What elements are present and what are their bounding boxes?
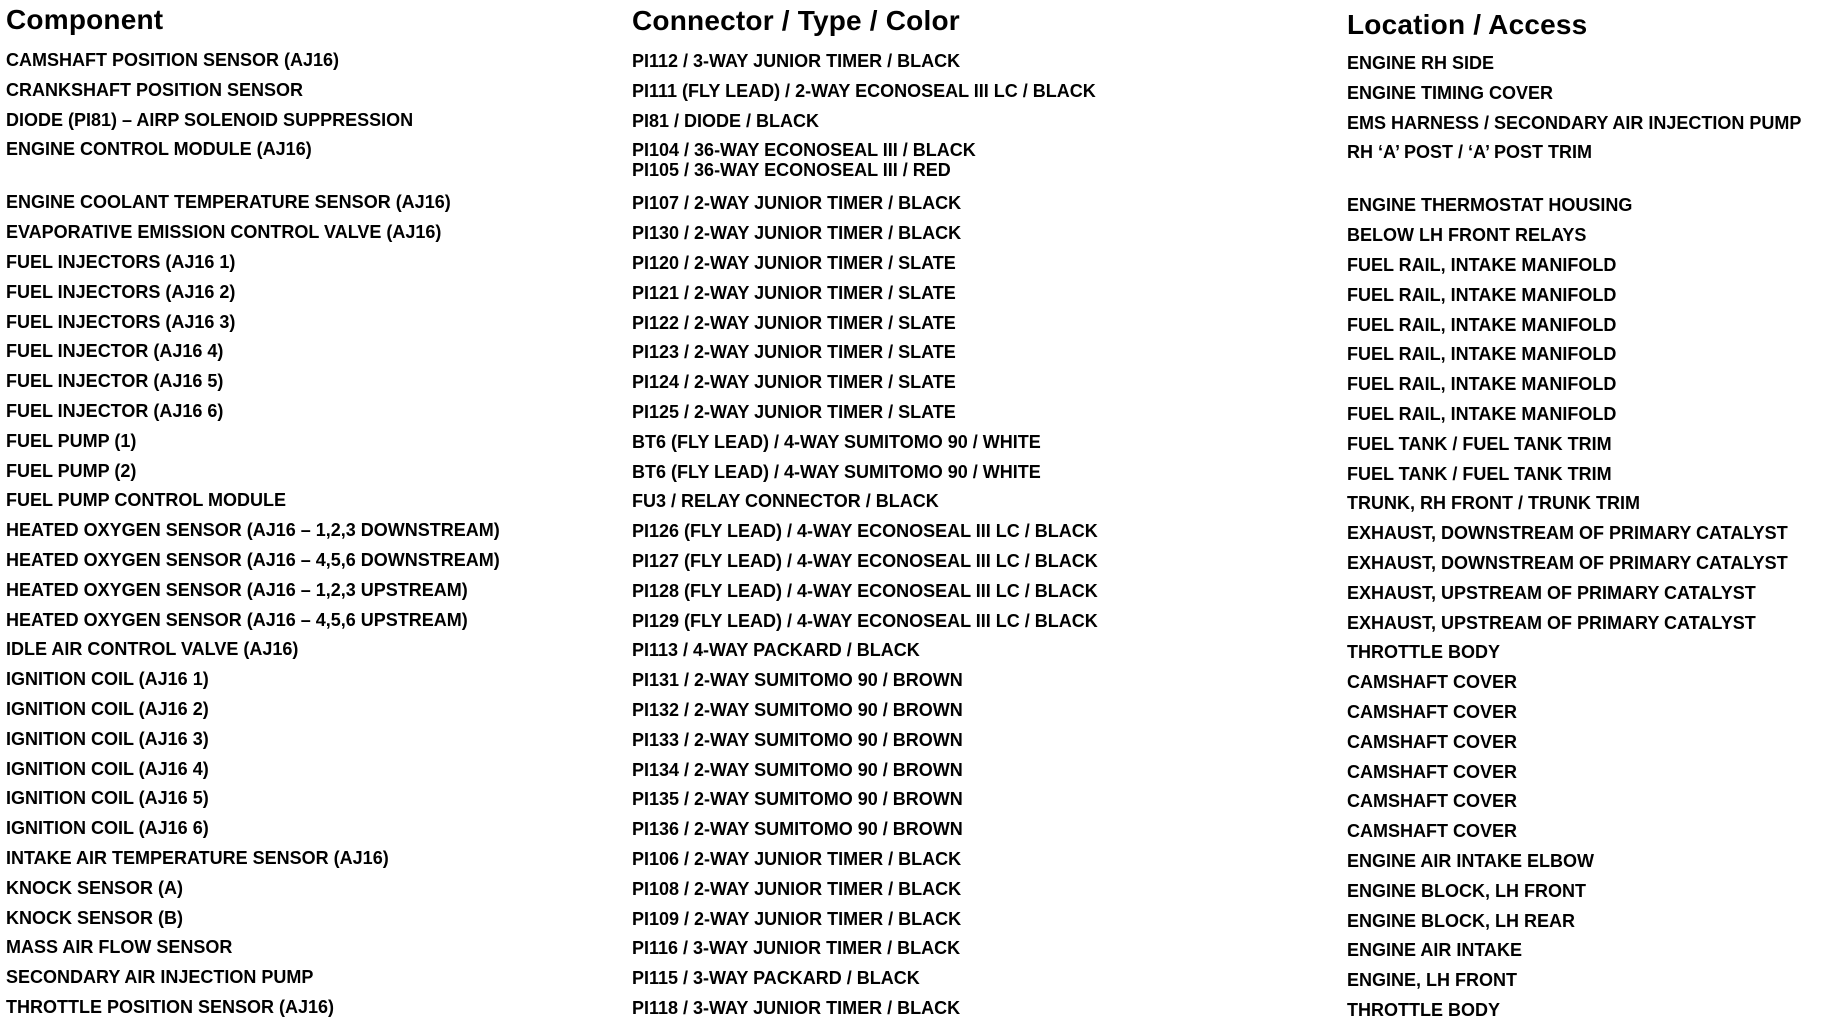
component-row-text: IGNITION COIL (AJ16 2) [6,698,209,719]
component-row-text: FUEL INJECTOR (AJ16 6) [6,400,224,421]
location-row-text: THROTTLE BODY [1347,999,1500,1020]
connector-row-text: PI108 / 2-WAY JUNIOR TIMER / BLACK [632,878,962,899]
component-row-text: IGNITION COIL (AJ16 1) [6,669,209,690]
component-row-text: MASS AIR FLOW SENSOR [6,937,233,958]
location-row [1347,940,1801,960]
location-row-text: EXHAUST, DOWNSTREAM OF PRIMARY CATALYST [1347,552,1788,573]
location-row [1347,1000,1801,1020]
component-row [6,610,500,630]
location-row-text: CAMSHAFT COVER [1347,791,1517,812]
location-row-text: ENGINE AIR INTAKE [1347,940,1523,961]
connector-row-text: PI130 / 2-WAY JUNIOR TIMER / BLACK [632,223,962,244]
location-row-text: TRUNK, RH FRONT / TRUNK TRIM [1347,493,1640,514]
connector-row [632,998,1098,1018]
component-row-text: EVAPORATIVE EMISSION CONTROL VALVE (AJ16) [6,222,442,243]
connector-row [632,789,1098,809]
location-row-text: ENGINE THERMOSTAT HOUSING [1347,195,1633,216]
connector-row [632,313,1098,333]
component-row [6,139,500,179]
location-row [1347,464,1801,484]
connector-row [632,730,1098,750]
location-row-text: RH ‘A’ POST / ‘A’ POST TRIM [1347,142,1593,163]
location-row-text: FUEL RAIL, INTAKE MANIFOLD [1347,254,1617,275]
location-row [1347,821,1801,841]
connector-row-text: PI124 / 2-WAY JUNIOR TIMER / SLATE [632,372,956,393]
connector-row-text: PI116 / 3-WAY JUNIOR TIMER / BLACK [632,938,961,959]
location-row [1347,970,1801,990]
component-row-text: CAMSHAFT POSITION SENSOR (AJ16) [6,50,340,70]
connector-row-text: PI122 / 2-WAY JUNIOR TIMER / SLATE [632,312,956,333]
connector-row-text: PI112 / 3-WAY JUNIOR TIMER / BLACK [632,51,961,71]
location-row-text: FUEL TANK / FUEL TANK TRIM [1347,463,1612,484]
connector-row [632,968,1098,988]
component-row [6,431,500,451]
location-row [1347,493,1801,513]
connector-row-text: PI109 / 2-WAY JUNIOR TIMER / BLACK [632,908,962,929]
connector-row-text: PI129 (FLY LEAD) / 4-WAY ECONOSEAL III LC / BLACK [632,610,1098,631]
component-row-text: IGNITION COIL (AJ16 3) [6,728,209,749]
component-row [6,788,500,808]
connector-row [632,581,1098,601]
component-row-text: HEATED OXYGEN SENSOR (AJ16 – 4,5,6 DOWNSTREAM) [6,549,500,570]
location-row [1347,732,1801,752]
location-row [1347,613,1801,633]
connector-row [632,909,1098,929]
connector-column-title: Connector / Type / Color [632,5,960,36]
connector-row [632,372,1098,392]
component-column-title: Component [6,4,164,35]
component-row [6,997,500,1017]
location-row [1347,83,1801,103]
connector-row [632,140,1098,180]
connector-row [632,193,1098,213]
component-row [6,967,500,987]
location-row [1347,702,1801,722]
component-row [6,550,500,570]
location-row [1347,672,1801,692]
connector-row [632,700,1098,720]
connector-list [632,51,1098,1028]
location-row-text: EXHAUST, UPSTREAM OF PRIMARY CATALYST [1347,582,1756,603]
component-row-text: HEATED OXYGEN SENSOR (AJ16 – 4,5,6 UPSTREAM) [6,609,468,630]
location-row [1347,315,1801,335]
component-row [6,818,500,838]
connector-row [632,342,1098,362]
connector-row [632,462,1098,482]
location-row-text: CAMSHAFT COVER [1347,701,1517,722]
location-row [1347,285,1801,305]
location-row-text: ENGINE TIMING COVER [1347,82,1554,103]
location-row-text: FUEL RAIL, INTAKE MANIFOLD [1347,403,1617,424]
component-row-text: FUEL PUMP (1) [6,430,137,451]
component-row [6,729,500,749]
component-row-text: CRANKSHAFT POSITION SENSOR [6,79,304,100]
connector-row [632,819,1098,839]
location-row [1347,225,1801,245]
connector-row [632,640,1098,660]
location-row [1347,762,1801,782]
connector-row [632,938,1098,958]
location-row-text: ENGINE BLOCK, LH FRONT [1347,880,1586,901]
connector-row [632,670,1098,690]
location-row-text: FUEL RAIL, INTAKE MANIFOLD [1347,374,1617,395]
connector-row-text: PI126 (FLY LEAD) / 4-WAY ECONOSEAL III LC / BLACK [632,521,1098,542]
location-row-text: CAMSHAFT COVER [1347,761,1517,782]
connector-row-text: PI106 / 2-WAY JUNIOR TIMER / BLACK [632,848,962,869]
connector-row-text: PI111 (FLY LEAD) / 2-WAY ECONOSEAL III LC / BLACK [632,80,1096,101]
component-row [6,699,500,719]
component-row [6,937,500,957]
component-row-text: HEATED OXYGEN SENSOR (AJ16 – 1,2,3 UPSTREAM) [6,579,468,600]
location-list [1347,53,1801,1030]
connector-row-text: PI125 / 2-WAY JUNIOR TIMER / SLATE [632,401,956,422]
component-list [6,50,500,1027]
location-row-text: EXHAUST, UPSTREAM OF PRIMARY CATALYST [1347,612,1756,633]
location-row [1347,583,1801,603]
component-row [6,759,500,779]
connector-row-text: PI107 / 2-WAY JUNIOR TIMER / BLACK [632,193,962,214]
location-row [1347,53,1801,73]
connector-row [632,253,1098,273]
connector-row-text: PI81 / DIODE / BLACK [632,110,820,131]
connector-row [632,283,1098,303]
location-row-text: FUEL RAIL, INTAKE MANIFOLD [1347,344,1617,365]
connector-row-text: PI105 / 36-WAY ECONOSEAL III / RED [632,160,951,181]
component-row-text: FUEL INJECTORS (AJ16 1) [6,251,236,272]
location-row [1347,404,1801,424]
location-row [1347,911,1801,931]
location-row [1347,553,1801,573]
component-row [6,490,500,510]
location-row [1347,434,1801,454]
connector-row-text: PI121 / 2-WAY JUNIOR TIMER / SLATE [632,282,956,303]
component-row [6,252,500,272]
component-row-text: FUEL INJECTOR (AJ16 5) [6,371,224,392]
location-row-text: ENGINE BLOCK, LH REAR [1347,910,1576,931]
connector-row-text: FU3 / RELAY CONNECTOR / BLACK [632,491,939,512]
component-row [6,341,500,361]
location-row-text: FUEL RAIL, INTAKE MANIFOLD [1347,284,1617,305]
component-row-text: ENGINE COOLANT TEMPERATURE SENSOR (AJ16) [6,192,451,213]
component-row-text: KNOCK SENSOR (A) [6,877,184,898]
component-row [6,80,500,100]
component-row [6,282,500,302]
component-row [6,580,500,600]
component-row-text: IGNITION COIL (AJ16 5) [6,788,209,809]
connector-row-text: PI104 / 36-WAY ECONOSEAL III / BLACK [632,140,976,161]
location-column-title: Location / Access [1347,9,1588,40]
connector-row [632,402,1098,422]
location-row-text: THROTTLE BODY [1347,642,1500,663]
connector-row-text: BT6 (FLY LEAD) / 4-WAY SUMITOMO 90 / WHITE [632,461,1041,482]
location-row-text: CAMSHAFT COVER [1347,672,1517,693]
component-row-text: HEATED OXYGEN SENSOR (AJ16 – 1,2,3 DOWNSTREAM) [6,520,500,541]
component-row-text: DIODE (PI81) – AIRP SOLENOID SUPPRESSION [6,109,414,130]
component-row-text: FUEL INJECTOR (AJ16 4) [6,341,224,362]
connector-row [632,879,1098,899]
location-row-text: ENGINE RH SIDE [1347,53,1495,73]
connector-row [632,111,1098,131]
connector-row-text: PI123 / 2-WAY JUNIOR TIMER / SLATE [632,342,956,363]
component-row-text: FUEL INJECTORS (AJ16 2) [6,281,236,302]
connector-row [632,521,1098,541]
component-row [6,639,500,659]
location-row-text: EXHAUST, DOWNSTREAM OF PRIMARY CATALYST [1347,523,1788,544]
connector-row-text: PI135 / 2-WAY SUMITOMO 90 / BROWN [632,789,963,810]
component-row-text: THROTTLE POSITION SENSOR (AJ16) [6,996,335,1017]
connector-row [632,551,1098,571]
location-row [1347,374,1801,394]
location-row-text: CAMSHAFT COVER [1347,731,1517,752]
location-row-text: CAMSHAFT COVER [1347,821,1517,842]
component-row-text: INTAKE AIR TEMPERATURE SENSOR (AJ16) [6,847,389,868]
component-row [6,312,500,332]
component-row-text: IGNITION COIL (AJ16 4) [6,758,209,779]
location-row [1347,113,1801,133]
component-row [6,669,500,689]
component-row-text: SECONDARY AIR INJECTION PUMP [6,967,314,988]
connector-row [632,223,1098,243]
component-row [6,371,500,391]
component-row [6,461,500,481]
component-row-text: FUEL PUMP (2) [6,460,137,481]
component-row [6,848,500,868]
component-row [6,110,500,130]
component-row-text: ENGINE CONTROL MODULE (AJ16) [6,139,312,160]
location-row [1347,791,1801,811]
location-row [1347,642,1801,662]
location-row [1347,523,1801,543]
component-row-text: FUEL PUMP CONTROL MODULE [6,490,287,511]
connector-row-text: PI120 / 2-WAY JUNIOR TIMER / SLATE [632,252,956,273]
component-row-text: IDLE AIR CONTROL VALVE (AJ16) [6,639,299,660]
connector-row [632,51,1098,71]
connector-row [632,849,1098,869]
location-row-text: EMS HARNESS / SECONDARY AIR INJECTION PUMP [1347,112,1802,133]
location-row [1347,881,1801,901]
connector-row-text: PI127 (FLY LEAD) / 4-WAY ECONOSEAL III LC / BLACK [632,550,1098,571]
connector-row-text: PI113 / 4-WAY PACKARD / BLACK [632,640,920,661]
component-row-text: FUEL INJECTORS (AJ16 3) [6,311,236,332]
component-row [6,520,500,540]
location-row-text: ENGINE AIR INTAKE ELBOW [1347,850,1594,871]
location-row [1347,195,1801,215]
connector-row-text: PI128 (FLY LEAD) / 4-WAY ECONOSEAL III LC / BLACK [632,580,1098,601]
location-row [1347,344,1801,364]
connector-row [632,432,1098,452]
connector-row-text: PI133 / 2-WAY SUMITOMO 90 / BROWN [632,729,963,750]
location-row-text: ENGINE, LH FRONT [1347,970,1517,991]
location-row [1347,255,1801,275]
connector-row-text: PI134 / 2-WAY SUMITOMO 90 / BROWN [632,759,963,780]
component-row [6,50,500,70]
connector-row-text: PI131 / 2-WAY SUMITOMO 90 / BROWN [632,670,963,691]
connector-row-text: BT6 (FLY LEAD) / 4-WAY SUMITOMO 90 / WHITE [632,431,1041,452]
connector-row [632,81,1098,101]
component-row-text: KNOCK SENSOR (B) [6,907,184,928]
location-row [1347,142,1801,182]
component-row [6,401,500,421]
component-row [6,878,500,898]
connector-row [632,491,1098,511]
component-row [6,908,500,928]
connector-row [632,611,1098,631]
component-row [6,192,500,212]
connector-row-text: PI136 / 2-WAY SUMITOMO 90 / BROWN [632,819,963,840]
location-row-text: FUEL RAIL, INTAKE MANIFOLD [1347,314,1617,335]
location-row-text: FUEL TANK / FUEL TANK TRIM [1347,433,1612,454]
location-row [1347,851,1801,871]
component-row [6,222,500,242]
connector-row [632,760,1098,780]
component-row-text: IGNITION COIL (AJ16 6) [6,818,209,839]
location-row-text: BELOW LH FRONT RELAYS [1347,225,1587,246]
connector-row-text: PI118 / 3-WAY JUNIOR TIMER / BLACK [632,997,961,1018]
connector-row-text: PI115 / 3-WAY PACKARD / BLACK [632,968,920,989]
connector-row-text: PI132 / 2-WAY SUMITOMO 90 / BROWN [632,699,963,720]
